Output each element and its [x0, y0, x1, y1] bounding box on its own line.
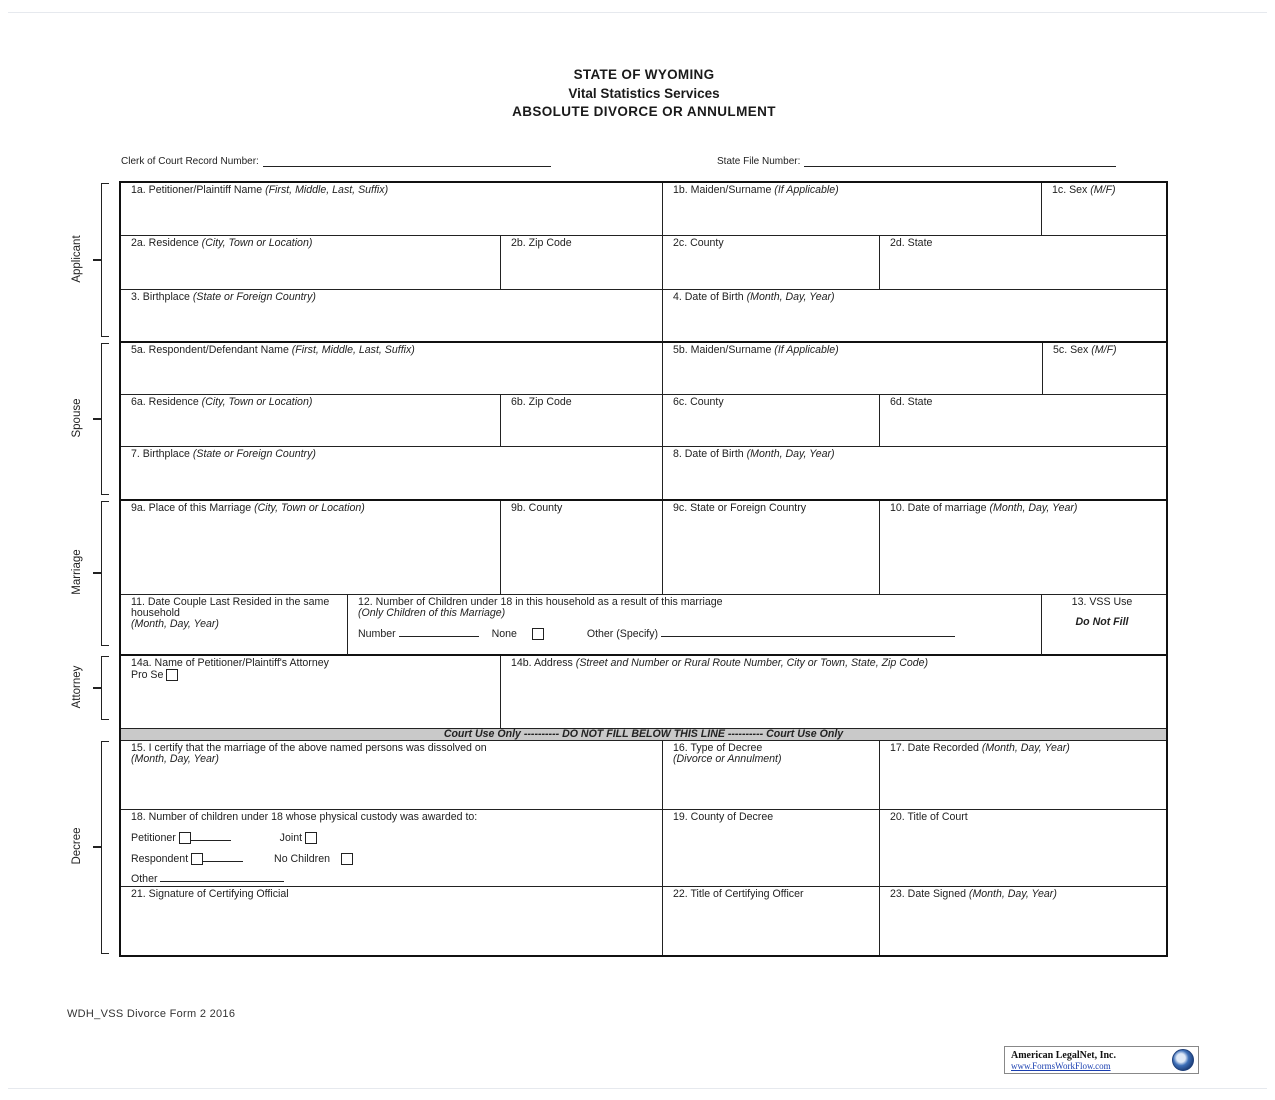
field-6b-label: 6b. Zip Code	[511, 396, 572, 408]
field-1b-label: 1b. Maiden/Surname	[673, 184, 775, 196]
decree-bracket	[101, 741, 109, 954]
agency-title: Vital Statistics Services	[568, 86, 720, 101]
field-2c[interactable]	[663, 236, 880, 290]
field-9a-label: 9a. Place of this Marriage	[131, 502, 255, 514]
field-10[interactable]	[880, 501, 1166, 595]
field-18-joint-label: Joint	[279, 831, 303, 844]
state-file-field[interactable]	[717, 156, 1116, 167]
field-18-respondent-label: Respondent	[131, 852, 189, 865]
field-17[interactable]	[880, 741, 1166, 810]
field-10-hint: (Month, Day, Year)	[989, 502, 1078, 514]
field-12-hint: (Only Children of this Marriage)	[358, 607, 506, 619]
field-12-options	[358, 628, 1035, 640]
field-1b[interactable]	[663, 183, 1042, 236]
respondent-checkbox[interactable]	[191, 853, 203, 865]
applicant-bracket	[101, 183, 109, 337]
state-file-line[interactable]	[804, 156, 1116, 167]
petitioner-count-line[interactable]	[191, 840, 231, 841]
field-2b[interactable]	[501, 236, 663, 290]
field-9c-label: 9c. State or Foreign Country	[673, 502, 807, 514]
form-code: WDH_VSS Divorce Form 2 2016	[67, 1008, 236, 1020]
field-9b-label: 9b. County	[511, 502, 563, 514]
field-16-hint: (Divorce or Annulment)	[673, 753, 782, 765]
field-17-label: 17. Date Recorded	[890, 742, 982, 754]
field-2b-label: 2b. Zip Code	[511, 237, 572, 249]
field-6d-label: 6d. State	[890, 396, 933, 408]
field-1c-hint: (M/F)	[1090, 184, 1116, 196]
field-23[interactable]	[880, 887, 1166, 955]
court-use-only-bar: Court Use Only ---------- DO NOT FILL BELOW THIS LINE ---------- Court Use Only	[121, 728, 1166, 741]
applicant-label: Applicant	[71, 235, 83, 283]
field-14a[interactable]	[121, 656, 501, 728]
marriage-label: Marriage	[71, 549, 83, 595]
field-16[interactable]	[663, 741, 880, 810]
field-2d[interactable]	[880, 236, 1166, 290]
field-18-row-1	[131, 832, 656, 844]
globe-icon	[1172, 1049, 1194, 1071]
field-7-hint: (State or Foreign Country)	[192, 448, 316, 460]
attorney-bracket-tick	[93, 687, 102, 689]
field-19[interactable]	[663, 810, 880, 887]
field-3-hint: (State or Foreign Country)	[192, 291, 316, 303]
field-2c-label: 2c. County	[673, 237, 724, 249]
field-11-label: 11. Date Couple Last Resided in the same household	[131, 596, 330, 619]
field-18[interactable]	[121, 810, 663, 887]
logo-url-link[interactable]: www.FormsWorkFlow.com	[1011, 1061, 1111, 1071]
field-13-label: 13. VSS Use	[1071, 596, 1133, 608]
field-2d-label: 2d. State	[890, 237, 933, 249]
field-2a[interactable]	[121, 236, 501, 290]
respondent-count-line[interactable]	[203, 861, 243, 862]
field-22[interactable]	[663, 887, 880, 955]
clerk-record-field[interactable]	[121, 156, 551, 167]
field-1a[interactable]	[121, 183, 663, 236]
field-16-label: 16. Type of Decree	[673, 742, 763, 754]
form-title: ABSOLUTE DIVORCE OR ANNULMENT	[512, 104, 776, 119]
field-4-label: 4. Date of Birth	[673, 291, 747, 303]
american-legalnet-logo[interactable]	[1004, 1046, 1199, 1074]
field-9b[interactable]	[501, 501, 663, 595]
field-18-other-line[interactable]	[160, 881, 284, 882]
field-12[interactable]	[348, 595, 1042, 656]
pro-se-checkbox[interactable]	[166, 669, 178, 681]
marriage-bracket	[101, 501, 109, 646]
clerk-record-label: Clerk of Court Record Number:	[121, 156, 259, 167]
field-1a-hint: (First, Middle, Last, Suffix)	[265, 184, 389, 196]
field-17-hint: (Month, Day, Year)	[981, 742, 1070, 754]
logo-company-name: American LegalNet, Inc.	[1011, 1050, 1116, 1061]
field-6a[interactable]	[121, 395, 501, 447]
divorce-form-grid	[119, 181, 1168, 957]
field-18-petitioner-label: Petitioner	[131, 831, 176, 844]
field-15-hint: (Month, Day, Year)	[131, 753, 219, 765]
field-12-other-line[interactable]	[661, 636, 955, 637]
field-8-label: 8. Date of Birth	[673, 448, 747, 460]
field-12-none-checkbox[interactable]	[532, 628, 544, 640]
applicant-bracket-tick	[93, 259, 102, 261]
clerk-record-line[interactable]	[263, 156, 551, 167]
field-1c-label: 1c. Sex	[1052, 184, 1091, 196]
field-15[interactable]	[121, 741, 663, 810]
field-20[interactable]	[880, 810, 1166, 887]
field-12-none-label: None	[491, 627, 517, 640]
field-5c[interactable]	[1043, 343, 1166, 395]
field-5a[interactable]	[121, 343, 663, 395]
field-20-label: 20. Title of Court	[890, 811, 968, 823]
attorney-label: Attorney	[71, 665, 83, 709]
field-10-label: 10. Date of marriage	[890, 502, 990, 514]
no-children-checkbox[interactable]	[341, 853, 353, 865]
field-14b-label: 14b. Address	[511, 657, 576, 669]
field-1b-hint: (If Applicable)	[774, 184, 839, 196]
field-1c[interactable]	[1042, 183, 1166, 236]
spouse-bracket-tick	[93, 418, 102, 420]
field-5c-hint: (M/F)	[1091, 344, 1117, 356]
field-12-number-line[interactable]	[399, 636, 479, 637]
page-bottom-rule	[8, 1088, 1267, 1089]
field-11-hint: (Month, Day, Year)	[131, 618, 219, 630]
field-3-label: 3. Birthplace	[131, 291, 193, 303]
field-5a-label: 5a. Respondent/Defendant Name	[131, 344, 292, 356]
page-top-rule	[8, 12, 1267, 13]
field-12-label: 12. Number of Children under 18 in this household as a result of this marriage	[358, 596, 723, 608]
field-12-other-label: Other (Specify)	[586, 627, 659, 640]
field-6a-hint: (City, Town or Location)	[201, 396, 313, 408]
field-18-row-3	[131, 874, 656, 885]
field-22-label: 22. Title of Certifying Officer	[673, 888, 804, 900]
field-9a-hint: (City, Town or Location)	[254, 502, 365, 514]
field-5c-label: 5c. Sex	[1053, 344, 1092, 356]
field-5b[interactable]	[663, 343, 1043, 395]
field-8[interactable]	[663, 447, 1166, 501]
field-5b-hint: (If Applicable)	[774, 344, 839, 356]
field-14a-label: 14a. Name of Petitioner/Plaintiff's Attorney	[131, 657, 329, 669]
field-14b-hint: (Street and Number or Rural Route Number, City or Town, State, Zip Code)	[575, 657, 929, 669]
field-6c-label: 6c. County	[673, 396, 724, 408]
spouse-label: Spouse	[71, 398, 83, 438]
field-15-label: 15. I certify that the marriage of the above named persons was dissolved on	[131, 742, 487, 754]
field-11[interactable]	[121, 595, 348, 656]
field-23-label: 23. Date Signed	[890, 888, 969, 900]
field-9c[interactable]	[663, 501, 880, 595]
field-6c[interactable]	[663, 395, 880, 447]
field-7[interactable]	[121, 447, 663, 501]
field-21-label: 21. Signature of Certifying Official	[131, 888, 289, 900]
field-6b[interactable]	[501, 395, 663, 447]
field-5a-hint: (First, Middle, Last, Suffix)	[291, 344, 415, 356]
field-23-hint: (Month, Day, Year)	[968, 888, 1057, 900]
field-6a-label: 6a. Residence	[131, 396, 202, 408]
field-21[interactable]	[121, 887, 663, 955]
attorney-bracket	[101, 656, 109, 720]
field-6d[interactable]	[880, 395, 1166, 447]
field-2a-label: 2a. Residence	[131, 237, 202, 249]
field-12-number-label: Number	[358, 627, 396, 640]
field-4-hint: (Month, Day, Year)	[746, 291, 835, 303]
decree-label: Decree	[71, 827, 83, 865]
field-14a-prose-label: Pro Se	[131, 668, 164, 681]
field-19-label: 19. County of Decree	[673, 811, 774, 823]
spouse-bracket	[101, 343, 109, 495]
decree-bracket-tick	[93, 846, 102, 848]
field-7-label: 7. Birthplace	[131, 448, 193, 460]
petitioner-checkbox[interactable]	[179, 832, 191, 844]
state-file-label: State File Number:	[717, 156, 801, 167]
field-2a-hint: (City, Town or Location)	[201, 237, 313, 249]
field-5b-label: 5b. Maiden/Surname	[673, 344, 775, 356]
joint-checkbox[interactable]	[305, 832, 317, 844]
field-4[interactable]	[663, 290, 1166, 343]
field-14b[interactable]	[501, 656, 1166, 728]
field-13-note: Do Not Fill	[1075, 616, 1129, 628]
field-18-other-label: Other	[131, 873, 158, 885]
field-3[interactable]	[121, 290, 663, 343]
field-18-label: 18. Number of children under 18 whose physical custody was awarded to:	[131, 811, 478, 823]
state-title: STATE OF WYOMING	[573, 67, 715, 82]
field-13	[1042, 595, 1166, 656]
marriage-bracket-tick	[93, 572, 102, 574]
field-1a-label: 1a. Petitioner/Plaintiff Name	[131, 184, 266, 196]
field-18-row-2	[131, 853, 656, 865]
field-18-no-children-label: No Children	[274, 852, 330, 865]
field-9a[interactable]	[121, 501, 501, 595]
field-8-hint: (Month, Day, Year)	[746, 448, 835, 460]
